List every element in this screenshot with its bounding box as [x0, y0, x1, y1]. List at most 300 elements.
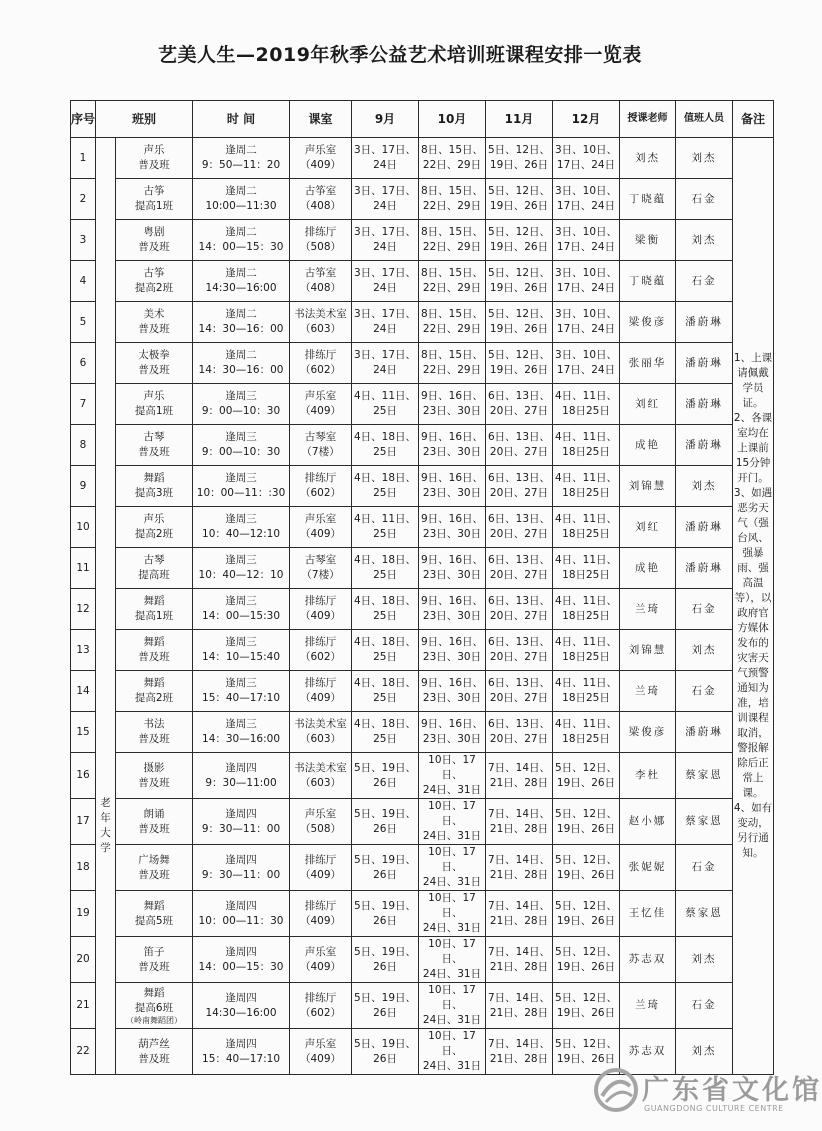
- teacher-cell: 赵小娜: [620, 799, 676, 845]
- time-line: （602）: [299, 364, 342, 376]
- time-line: （602）: [299, 487, 342, 499]
- date-line: 10日、17日、: [428, 846, 476, 873]
- time-line: 9：30—11：00: [201, 868, 281, 881]
- duty-cell: 蔡家恩: [676, 753, 733, 799]
- cls-line: 提高2班: [134, 692, 174, 704]
- time-line: 9：30—11：00: [201, 822, 281, 835]
- time-cell: [193, 507, 290, 548]
- row-index: 18: [71, 845, 96, 891]
- duty-cell: 石金: [676, 179, 733, 220]
- nov-dates-cell: [486, 261, 553, 302]
- date-line: 3日、17日、: [353, 144, 417, 156]
- table-row: [71, 343, 774, 384]
- time-line: 14:30—16:00: [205, 282, 277, 294]
- date-line: 4日、11日、: [554, 595, 618, 607]
- cls-line: 普及班: [138, 323, 170, 335]
- date-line: 21日、28日: [489, 1006, 549, 1019]
- date-line: 18日25日: [562, 446, 610, 458]
- date-line: 5日、12日、: [554, 1037, 618, 1050]
- sep-dates-cell: [352, 589, 419, 630]
- date-line: 17日、24日: [556, 159, 616, 171]
- cls-line: 提高2班: [134, 282, 174, 294]
- oct-dates-cell: [419, 589, 486, 630]
- time-cell: [193, 937, 290, 983]
- table-row: [71, 466, 774, 507]
- time-line: （409）: [299, 692, 342, 704]
- cls-line: 提高2班: [134, 528, 174, 540]
- date-line: 25日: [373, 487, 397, 499]
- class-cell: [116, 507, 193, 548]
- date-line: 3日、10日、: [554, 349, 618, 361]
- row-index: 13: [71, 630, 96, 671]
- room-cell: [290, 891, 352, 937]
- room-cell: [290, 548, 352, 589]
- time-line: 排练厅: [304, 636, 337, 648]
- duty-cell: 刘杰: [676, 630, 733, 671]
- time-line: 逢周三: [225, 431, 257, 443]
- table-row: [71, 425, 774, 466]
- sep-dates-cell: [352, 507, 419, 548]
- row-index: 8: [71, 425, 96, 466]
- header-idx: 序号: [71, 101, 96, 138]
- time-line: 逢周四: [225, 945, 257, 958]
- time-line: 逢周四: [225, 807, 257, 820]
- date-line: 10日、17日、: [428, 754, 476, 781]
- date-line: 4日、11日、: [353, 390, 417, 402]
- date-line: 19日、26日: [556, 1052, 616, 1065]
- cls-line: 提高1班: [134, 405, 174, 417]
- table-row: [71, 384, 774, 425]
- class-cell: [116, 384, 193, 425]
- nov-dates-cell: [486, 799, 553, 845]
- cls-line: 普及班: [138, 651, 170, 663]
- cls-line: 葫芦丝: [138, 1037, 170, 1050]
- time-line: 排练厅: [304, 226, 337, 238]
- date-line: 23日、30日: [422, 692, 482, 704]
- cls-line: 书法: [143, 718, 165, 730]
- teacher-cell: 丁晓蕴: [620, 261, 676, 302]
- time-line: 逢周三: [225, 554, 257, 566]
- oct-dates-cell: [419, 630, 486, 671]
- time-cell: [193, 983, 290, 1029]
- dec-dates-cell: [553, 384, 620, 425]
- nov-dates-cell: [486, 845, 553, 891]
- date-line: 24日: [373, 364, 397, 376]
- teacher-cell: 王忆佳: [620, 891, 676, 937]
- note-line: 3、如遇恶劣天气（强台风、强暴雨、强高温等），以政府官方媒体发布的灾害天气预警通知为准，培训课程取消，警报解除后正常上课。: [733, 487, 773, 799]
- duty-cell: 潘蔚琳: [676, 507, 733, 548]
- date-line: 18日25日: [562, 651, 610, 663]
- cls-line: 提高1班: [134, 610, 174, 622]
- cls-line: 普及班: [138, 733, 170, 745]
- date-line: 18日25日: [562, 405, 610, 417]
- date-line: 4日、11日、: [554, 472, 618, 484]
- date-line: 5日、19日、: [353, 853, 417, 866]
- time-line: 逢周三: [225, 718, 257, 730]
- time-line: 逢周三: [225, 390, 257, 402]
- duty-cell: 石金: [676, 845, 733, 891]
- dec-dates-cell: [553, 630, 620, 671]
- time-line: 排练厅: [304, 899, 337, 912]
- room-cell: [290, 983, 352, 1029]
- dec-dates-cell: [553, 425, 620, 466]
- teacher-cell: 兰琦: [620, 589, 676, 630]
- date-line: 25日: [373, 610, 397, 622]
- date-line: 22日、29日: [422, 241, 482, 253]
- dec-dates-cell: [553, 845, 620, 891]
- date-line: 9日、16日、: [420, 636, 484, 648]
- cls-line: 普及班: [138, 446, 170, 458]
- date-line: 5日、12日、: [554, 761, 618, 774]
- dec-dates-cell: [553, 507, 620, 548]
- nov-dates-cell: [486, 302, 553, 343]
- time-line: 逢周二: [225, 349, 257, 361]
- date-line: 3日、17日、: [353, 349, 417, 361]
- date-line: 9日、16日、: [420, 554, 484, 566]
- time-line: 逢周二: [225, 226, 257, 238]
- time-line: 逢周四: [225, 1037, 257, 1050]
- cls-line: 摄影: [143, 761, 165, 774]
- dec-dates-cell: [553, 712, 620, 753]
- duty-cell: 潘蔚琳: [676, 343, 733, 384]
- cls-line: 声乐: [143, 390, 165, 402]
- date-line: 24日: [373, 200, 397, 212]
- row-index: 6: [71, 343, 96, 384]
- date-line: 4日、18日、: [353, 472, 417, 484]
- note-line: 1、上课请佩戴学员证。: [733, 352, 773, 409]
- class-cell: [116, 138, 193, 179]
- room-cell: [290, 937, 352, 983]
- date-line: 7日、14日、: [487, 807, 551, 820]
- teacher-cell: 刘锦慧: [620, 630, 676, 671]
- cls-line: 舞蹈: [143, 899, 165, 912]
- cls-line: 广场舞: [138, 853, 170, 866]
- time-line: 排练厅: [304, 472, 337, 484]
- row-index: 2: [71, 179, 96, 220]
- row-index: 17: [71, 799, 96, 845]
- date-line: 23日、30日: [422, 487, 482, 499]
- class-cell: [116, 548, 193, 589]
- date-line: 7日、14日、: [487, 761, 551, 774]
- room-cell: [290, 384, 352, 425]
- duty-cell: 石金: [676, 671, 733, 712]
- time-line: 逢周四: [225, 899, 257, 912]
- cls-line: 粤剧: [143, 226, 165, 238]
- duty-cell: 蔡家恩: [676, 891, 733, 937]
- time-line: 逢周三: [225, 636, 257, 648]
- date-line: 25日: [373, 405, 397, 417]
- room-cell: [290, 799, 352, 845]
- date-line: 5日、12日、: [554, 945, 618, 958]
- header-oct: 10月: [419, 101, 486, 138]
- time-line: （408）: [299, 200, 342, 212]
- date-line: 3日、10日、: [554, 226, 618, 238]
- time-cell: [193, 799, 290, 845]
- time-line: （603）: [299, 733, 342, 745]
- date-line: 19日、26日: [556, 914, 616, 927]
- date-line: 26日: [373, 1006, 397, 1019]
- class-cell: [116, 425, 193, 466]
- date-line: 3日、10日、: [554, 308, 618, 320]
- nov-dates-cell: [486, 466, 553, 507]
- date-line: 26日: [373, 914, 397, 927]
- duty-cell: 蔡家恩: [676, 799, 733, 845]
- header-nov: 11月: [486, 101, 553, 138]
- duty-cell: 潘蔚琳: [676, 384, 733, 425]
- date-line: 26日: [373, 822, 397, 835]
- date-line: 24日、31日: [422, 1014, 482, 1026]
- nov-dates-cell: [486, 891, 553, 937]
- date-line: 25日: [373, 651, 397, 663]
- row-index: 20: [71, 937, 96, 983]
- duty-cell: 刘杰: [676, 466, 733, 507]
- date-line: 5日、12日、: [487, 185, 551, 197]
- date-line: 21日、28日: [489, 1052, 549, 1065]
- header-room: 课室: [290, 101, 352, 138]
- teacher-cell: 李杜: [620, 753, 676, 799]
- dec-dates-cell: [553, 937, 620, 983]
- logo: [592, 1064, 822, 1124]
- time-cell: [193, 261, 290, 302]
- dec-dates-cell: [553, 179, 620, 220]
- sep-dates-cell: [352, 425, 419, 466]
- date-line: 23日、30日: [422, 651, 482, 663]
- time-cell: [193, 671, 290, 712]
- cls-line: 普及班: [138, 868, 170, 881]
- oct-dates-cell: [419, 507, 486, 548]
- date-line: 23日、30日: [422, 446, 482, 458]
- date-line: 6日、13日、: [487, 554, 551, 566]
- cls-line: 提高1班: [134, 200, 174, 212]
- date-line: 9日、16日、: [420, 718, 484, 730]
- teacher-cell: 张妮妮: [620, 845, 676, 891]
- sep-dates-cell: [352, 1029, 419, 1075]
- date-line: 7日、14日、: [487, 899, 551, 912]
- room-cell: [290, 425, 352, 466]
- cls-line: 普及班: [138, 1052, 170, 1065]
- class-cell: [116, 589, 193, 630]
- room-cell: [290, 712, 352, 753]
- date-line: 19日、26日: [556, 868, 616, 881]
- header-duty: 值班人员: [676, 101, 733, 138]
- duty-cell: 刘杰: [676, 220, 733, 261]
- time-line: （602）: [299, 651, 342, 663]
- time-line: 声乐室: [304, 807, 337, 820]
- time-line: 逢周三: [225, 677, 257, 689]
- time-line: 14：30—16:00: [202, 733, 280, 745]
- time-line: （409）: [299, 1052, 342, 1065]
- note-line: 2、各课室均在上课前15分钟开门。: [733, 412, 773, 484]
- date-line: 19日、26日: [556, 960, 616, 973]
- date-line: 20日、27日: [489, 692, 549, 704]
- time-line: 古筝室: [304, 185, 337, 197]
- sep-dates-cell: [352, 179, 419, 220]
- oct-dates-cell: [419, 671, 486, 712]
- date-line: 5日、12日、: [487, 226, 551, 238]
- date-line: 10日、17日、: [428, 1030, 476, 1057]
- cls-line: 提高3班: [134, 487, 174, 499]
- room-cell: [290, 179, 352, 220]
- date-line: 19日、26日: [556, 776, 616, 789]
- time-line: 14：00—15：30: [198, 241, 284, 253]
- class-cell: [116, 1029, 193, 1075]
- cls-line: 普及班: [138, 822, 170, 835]
- teacher-cell: 苏志双: [620, 937, 676, 983]
- cls-line: 古琴: [143, 431, 165, 443]
- class-cell: [116, 466, 193, 507]
- time-line: 9：50—11：20: [201, 159, 281, 171]
- row-index: 19: [71, 891, 96, 937]
- row-index: 4: [71, 261, 96, 302]
- teacher-cell: 梁俊彦: [620, 712, 676, 753]
- time-cell: [193, 384, 290, 425]
- date-line: 19日、26日: [489, 364, 549, 376]
- time-line: （7楼）: [301, 446, 340, 458]
- row-index: 11: [71, 548, 96, 589]
- date-line: 23日、30日: [422, 405, 482, 417]
- date-line: 9日、16日、: [420, 431, 484, 443]
- time-line: 9：00—10：30: [201, 446, 281, 458]
- sep-dates-cell: [352, 466, 419, 507]
- room-cell: [290, 466, 352, 507]
- table-row: [71, 937, 774, 983]
- date-line: 6日、13日、: [487, 677, 551, 689]
- date-line: 21日、28日: [489, 960, 549, 973]
- table-row: [71, 671, 774, 712]
- date-line: 25日: [373, 733, 397, 745]
- date-line: 18日25日: [562, 569, 610, 581]
- oct-dates-cell: [419, 937, 486, 983]
- date-line: 18日25日: [562, 487, 610, 499]
- date-line: 24日、31日: [422, 968, 482, 980]
- date-line: 21日、28日: [489, 914, 549, 927]
- date-line: 6日、13日、: [487, 390, 551, 402]
- teacher-cell: 刘杰: [620, 138, 676, 179]
- cls-line: 提高6班: [134, 1001, 174, 1014]
- class-cell: [116, 343, 193, 384]
- note-line: 4、如有变动，另行通知。: [733, 802, 773, 859]
- date-line: 24日、31日: [422, 784, 482, 796]
- duty-cell: 潘蔚琳: [676, 712, 733, 753]
- date-line: 3日、17日、: [353, 267, 417, 279]
- time-cell: [193, 138, 290, 179]
- date-line: 17日、24日: [556, 241, 616, 253]
- oct-dates-cell: [419, 425, 486, 466]
- oct-dates-cell: [419, 983, 486, 1029]
- cls-line: 舞蹈: [143, 677, 165, 689]
- teacher-cell: 苏志双: [620, 1029, 676, 1075]
- cls-line: 普及班: [138, 776, 170, 789]
- cls-line: 声乐: [143, 513, 165, 525]
- dec-dates-cell: [553, 983, 620, 1029]
- header-notes: 备注: [733, 101, 774, 138]
- date-line: 5日、12日、: [554, 991, 618, 1004]
- date-line: 5日、12日、: [487, 308, 551, 320]
- sep-dates-cell: [352, 630, 419, 671]
- time-line: 14:30—16:00: [205, 1006, 277, 1019]
- duty-cell: 刘杰: [676, 937, 733, 983]
- table-row: [71, 799, 774, 845]
- date-line: 5日、12日、: [487, 349, 551, 361]
- teacher-cell: 刘锦慧: [620, 466, 676, 507]
- sep-dates-cell: [352, 712, 419, 753]
- schedule-table: [70, 100, 774, 1075]
- nov-dates-cell: [486, 589, 553, 630]
- dec-dates-cell: [553, 753, 620, 799]
- logo-text-en: GUANGDONG CULTURE CENTRE: [644, 1104, 784, 1113]
- date-line: 24日、31日: [422, 830, 482, 842]
- date-line: 3日、17日、: [353, 308, 417, 320]
- date-line: 5日、19日、: [353, 761, 417, 774]
- class-cell: [116, 937, 193, 983]
- date-line: 10日、17日、: [428, 938, 476, 965]
- class-cell: [116, 753, 193, 799]
- row-index: 22: [71, 1029, 96, 1075]
- date-line: 21日、28日: [489, 868, 549, 881]
- sep-dates-cell: [352, 343, 419, 384]
- date-line: 20日、27日: [489, 446, 549, 458]
- time-line: 逢周二: [225, 185, 257, 197]
- date-line: 4日、18日、: [353, 595, 417, 607]
- cls-line: 提高5班: [134, 914, 174, 927]
- date-line: 18日25日: [562, 528, 610, 540]
- time-line: 逢周二: [225, 144, 257, 156]
- time-line: 逢周四: [225, 853, 257, 866]
- header-time: 时 间: [193, 101, 290, 138]
- nov-dates-cell: [486, 343, 553, 384]
- row-index: 3: [71, 220, 96, 261]
- teacher-cell: 梁俊彦: [620, 302, 676, 343]
- date-line: 20日、27日: [489, 610, 549, 622]
- time-cell: [193, 712, 290, 753]
- date-line: 19日、26日: [489, 241, 549, 253]
- time-cell: [193, 220, 290, 261]
- date-line: 9日、16日、: [420, 390, 484, 402]
- nov-dates-cell: [486, 937, 553, 983]
- sep-dates-cell: [352, 261, 419, 302]
- date-line: 17日、24日: [556, 282, 616, 294]
- date-line: 18日25日: [562, 692, 610, 704]
- nov-dates-cell: [486, 548, 553, 589]
- date-line: 8日、15日、: [420, 185, 484, 197]
- culture-centre-logo-icon: [592, 1066, 640, 1114]
- date-line: 25日: [373, 692, 397, 704]
- table-row: [71, 983, 774, 1029]
- time-line: （409）: [299, 405, 342, 417]
- date-line: 4日、11日、: [554, 636, 618, 648]
- teacher-cell: 成艳: [620, 425, 676, 466]
- date-line: 5日、12日、: [554, 807, 618, 820]
- date-line: 4日、11日、: [554, 390, 618, 402]
- date-line: 24日、31日: [422, 876, 482, 888]
- date-line: 7日、14日、: [487, 853, 551, 866]
- date-line: 21日、28日: [489, 822, 549, 835]
- dec-dates-cell: [553, 138, 620, 179]
- date-line: 5日、12日、: [554, 853, 618, 866]
- nov-dates-cell: [486, 630, 553, 671]
- date-line: 20日、27日: [489, 733, 549, 745]
- department-cell: [96, 138, 116, 1075]
- table-row: [71, 302, 774, 343]
- date-line: 20日、27日: [489, 487, 549, 499]
- sep-dates-cell: [352, 799, 419, 845]
- cls-line: 朗诵: [143, 807, 165, 820]
- dec-dates-cell: [553, 220, 620, 261]
- date-line: 26日: [373, 960, 397, 973]
- oct-dates-cell: [419, 845, 486, 891]
- teacher-cell: 兰琦: [620, 983, 676, 1029]
- schedule-body: [71, 138, 774, 1075]
